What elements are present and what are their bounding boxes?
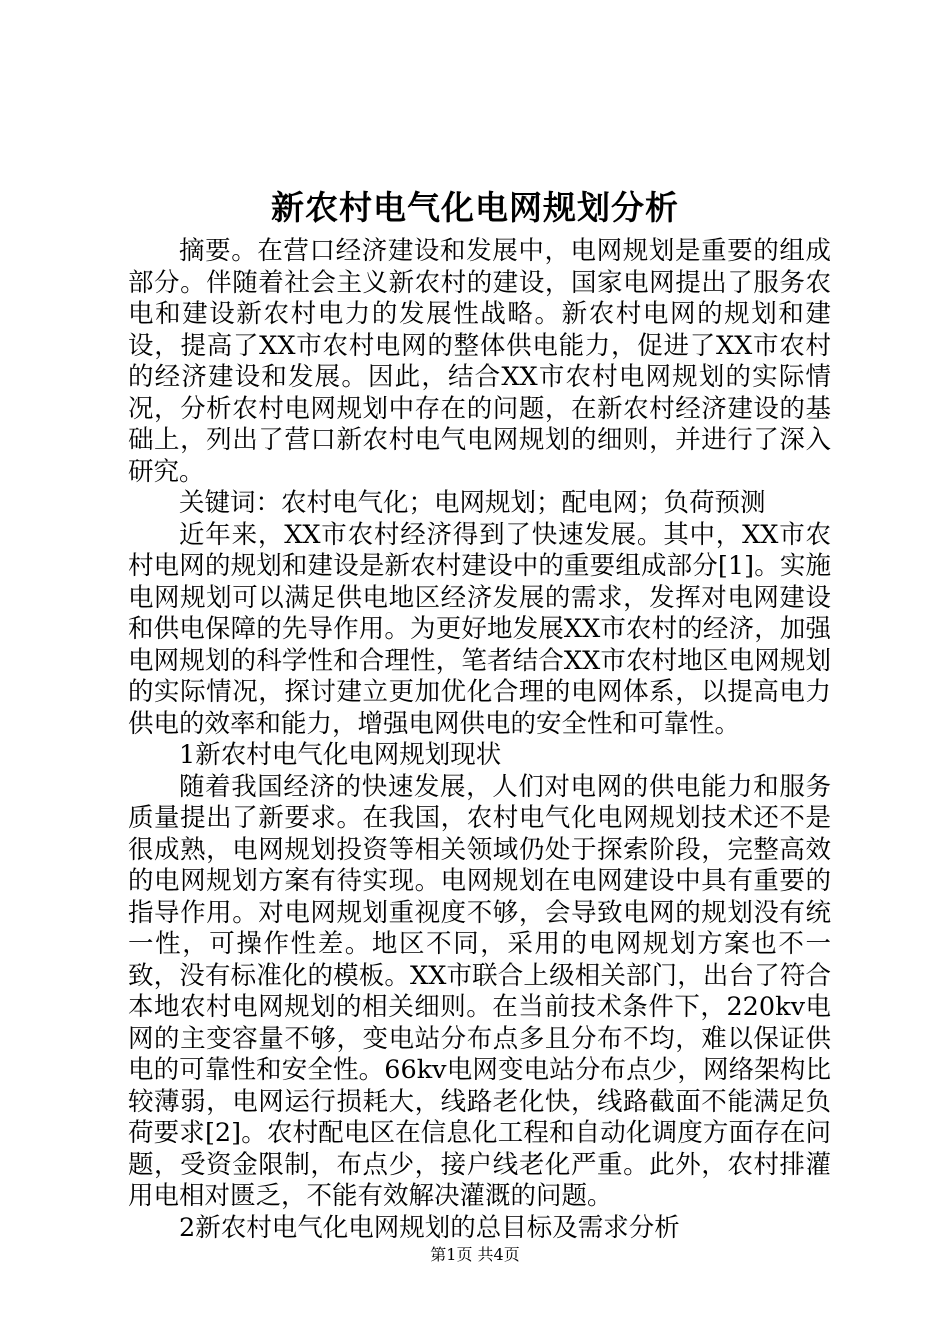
section-heading-1: 1新农村电气化电网规划现状 xyxy=(179,740,502,770)
abstract-paragraph: 摘要。在营口经济建设和发展中，电网规划是重要的组成部分。伴随着社会主义新农村的建设，国家电网提出了服务农电和建设新农村电力的发展性战略。新农村电网的规划和建设，提高了XX市农村电网的整体供电能力，促进了XX市农村的经济建设和发展。因此，结合XX市农村电网规划的实际情况，分析农村电网规划中存在的问题，在新农村经济建设的基础上，列出了营口新农村电气电网规划的细则，并进行了深入研究。 xyxy=(128,236,831,487)
section-1-paragraph: 随着我国经济的快速发展，人们对电网的供电能力和服务质量提出了新要求。在我国，农村电气化电网规划技术还不是很成熟，电网规划投资等相关领域仍处于探索阶段，完整高效的电网规划方案有待实现。电网规划在电网建设中具有重要的指导作用。对电网规划重视度不够，会导致电网的规划没有统一性，可操作性差。地区不同，采用的电网规划方案也不一致，没有标准化的模板。XX市联合上级相关部门，出台了符合本地农村电网规划的相关细则。在当前技术条件下，220kv电网的主变容量不够，变电站分布点多且分布不均，难以保证供电的可靠性和安全性。66kv电网变电站分布点少，网络架构比较薄弱，电网运行损耗大，线路老化快，线路截面不能满足负荷要求[2]。农村配电区在信息化工程和自动化调度方面存在问题，受资金限制，布点少，接户线老化严重。此外，农村排灌用电相对匮乏，不能有效解决灌溉的问题。 xyxy=(128,771,831,1211)
intro-paragraph: 近年来，XX市农村经济得到了快速发展。其中，XX市农村电网的规划和建设是新农村建设中的重要组成部分[1]。实施电网规划可以满足供电地区经济发展的需求，发挥对电网建设和供电保障的先导作用。为更好地发展XX市农村的经济，加强电网规划的科学性和合理性，笔者结合XX市农村地区电网规划的实际情况，探讨建立更加优化合理的电网体系，以提高电力供电的效率和能力，增强电网供电的安全性和可靠性。 xyxy=(128,519,831,739)
document-title: 新农村电气化电网规划分析 xyxy=(271,188,679,227)
document-body xyxy=(128,236,831,1244)
section-heading-2: 2新农村电气化电网规划的总目标及需求分析 xyxy=(179,1212,680,1243)
page-footer: 第1页 共4页 xyxy=(430,1245,520,1264)
keywords-paragraph: 关键词：农村电气化；电网规划；配电网；负荷预测 xyxy=(179,488,766,518)
